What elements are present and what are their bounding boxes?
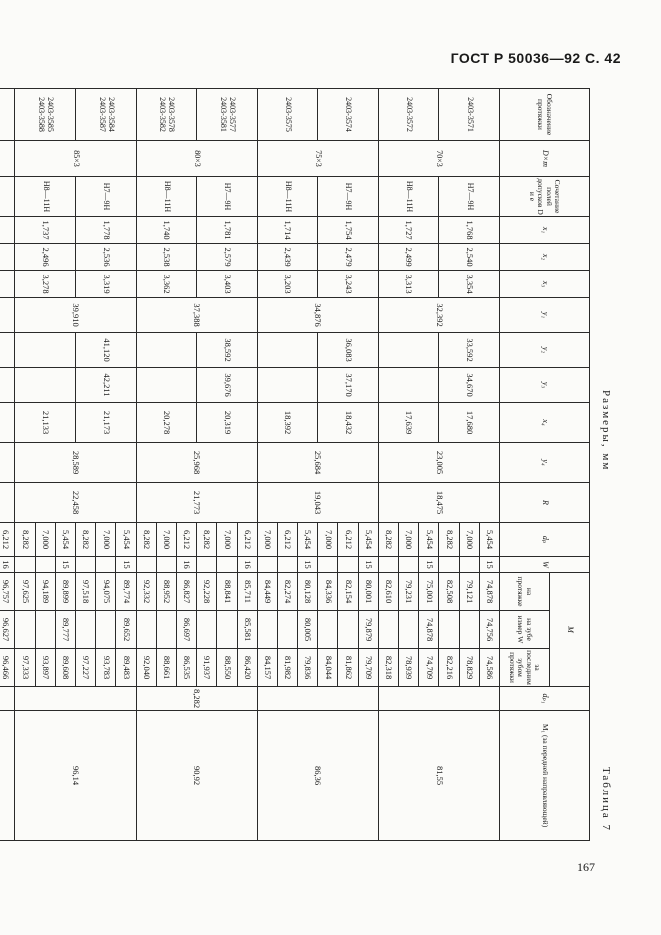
dp-cell: 8,282 <box>439 523 459 557</box>
m1-cell: 81,55 <box>378 711 499 841</box>
dimensions-table <box>0 88 590 841</box>
tolerance-cell: H8—11H <box>136 177 197 217</box>
y4-cell: 25,684 <box>257 443 378 483</box>
header-M-bench: на зубе измер W <box>500 611 550 649</box>
m-bench-cell: 85,581 <box>237 611 257 649</box>
header-designation: Обозначение протяжки <box>500 89 590 141</box>
m-after-cell: 79,836 <box>298 649 318 687</box>
m-after-cell: 84,157 <box>257 649 277 687</box>
x3-cell: 3,278 <box>15 271 76 298</box>
m-bench-cell: 79,879 <box>358 611 378 649</box>
m1-cell <box>0 711 15 841</box>
table-caption-row <box>590 90 620 836</box>
tolerance-cell: H7—9H <box>76 177 137 217</box>
y2-cell <box>0 333 15 368</box>
m-broach-cell: 82,154 <box>338 573 358 611</box>
x2-cell: 2,496 <box>15 244 76 271</box>
header-y1: y₁ <box>500 298 590 333</box>
m1-cell: 90,92 <box>136 711 257 841</box>
table-rotation-frame <box>0 88 620 840</box>
header-x2: x₂ <box>500 244 590 271</box>
y3-cell: 39,676 <box>197 368 258 403</box>
dp-cell: 5,454 <box>55 523 75 557</box>
dp-cell: 6,212 <box>177 523 197 557</box>
y3-cell: 37,170 <box>318 368 379 403</box>
m-broach-cell: 97,518 <box>76 573 96 611</box>
tolerance-cell <box>0 177 15 217</box>
w-cell <box>399 557 419 573</box>
x2-cell: 2,579 <box>197 244 258 271</box>
w-cell <box>378 557 398 573</box>
header-dp1: dₚ₁ <box>500 687 590 711</box>
m-broach-cell: 80,001 <box>358 573 378 611</box>
y3-cell <box>378 368 439 403</box>
x1-cell: 1,754 <box>318 217 379 244</box>
tolerance-cell: H7—9H <box>318 177 379 217</box>
dp-cell: 7,000 <box>459 523 479 557</box>
m-broach-cell: 88,952 <box>156 573 176 611</box>
m-bench-cell: 89,777 <box>55 611 75 649</box>
x1-cell: 1,781 <box>197 217 258 244</box>
y4-cell: 28,589 <box>15 443 136 483</box>
y1-cell <box>0 298 15 333</box>
designation-cell: 2403-3585 2403-3588 <box>15 89 76 141</box>
units-caption: Размеры, мм <box>600 390 612 472</box>
designation-cell: 2403-3572 <box>378 89 439 141</box>
m-after-cell: 82,216 <box>439 649 459 687</box>
x3-cell: 3,203 <box>257 271 318 298</box>
m-broach-cell: 88,841 <box>217 573 237 611</box>
tolerance-cell: H7—9H <box>197 177 258 217</box>
y4-cell: 23,005 <box>378 443 499 483</box>
table-row <box>0 89 15 841</box>
dp-cell: 6,212 <box>237 523 257 557</box>
m1-cell: 86,36 <box>257 711 378 841</box>
m-bench-cell: 86,697 <box>177 611 197 649</box>
w-cell: 15 <box>358 557 378 573</box>
dp-cell: 5,454 <box>116 523 136 557</box>
header-y4: y₄ <box>500 443 590 483</box>
w-cell: 15 <box>55 557 75 573</box>
r-cell <box>0 483 15 523</box>
dp-cell: 6,212 <box>0 523 15 557</box>
m-bench-cell <box>378 611 398 649</box>
x1-cell: 1,778 <box>76 217 137 244</box>
m-broach-cell: 92,332 <box>136 573 156 611</box>
m-after-cell: 97,227 <box>76 649 96 687</box>
x2-cell: 2,439 <box>257 244 318 271</box>
y4-cell <box>0 443 15 483</box>
m-bench-cell <box>197 611 217 649</box>
w-cell <box>439 557 459 573</box>
x3-cell <box>0 271 15 298</box>
m-bench-cell <box>318 611 338 649</box>
header-M-group: M <box>550 573 590 687</box>
dp-cell: 7,000 <box>399 523 419 557</box>
dp-cell: 7,000 <box>257 523 277 557</box>
x2-cell: 2,540 <box>439 244 500 271</box>
x1-cell: 1,740 <box>136 217 197 244</box>
m-after-cell: 79,709 <box>358 649 378 687</box>
dp1-cell <box>15 687 136 711</box>
x4-cell: 20,278 <box>136 403 197 443</box>
y3-cell <box>257 368 318 403</box>
m-bench-cell: 96,627 <box>0 611 15 649</box>
m-broach-cell: 86,827 <box>177 573 197 611</box>
x3-cell: 3,362 <box>136 271 197 298</box>
y1-cell: 34,876 <box>257 298 378 333</box>
x1-cell: 1,727 <box>378 217 439 244</box>
m-after-cell: 78,939 <box>399 649 419 687</box>
m-after-cell: 96,466 <box>0 649 15 687</box>
y1-cell: 37,388 <box>136 298 257 333</box>
dp1-cell <box>378 687 499 711</box>
m-broach-cell: 82,508 <box>439 573 459 611</box>
dp1-cell <box>0 687 15 711</box>
m-bench-cell <box>136 611 156 649</box>
dm-cell <box>0 141 15 177</box>
x4-cell: 17,680 <box>439 403 500 443</box>
m-broach-cell: 82,274 <box>277 573 297 611</box>
header-x3: x₃ <box>500 271 590 298</box>
m-bench-cell <box>399 611 419 649</box>
r-cell: 22,458 <box>15 483 136 523</box>
header-dp: dₚ <box>500 523 590 557</box>
m-bench-cell <box>217 611 237 649</box>
m-broach-cell: 89,899 <box>55 573 75 611</box>
table-number-caption: Таблица 7 <box>600 766 612 832</box>
dp-cell: 7,000 <box>318 523 338 557</box>
table-row <box>358 89 378 841</box>
m-after-cell: 93,897 <box>35 649 55 687</box>
table-row <box>237 89 257 841</box>
dp-cell: 8,282 <box>197 523 217 557</box>
w-cell: 15 <box>479 557 499 573</box>
y2-cell <box>257 333 318 368</box>
designation-cell <box>0 89 15 141</box>
m-after-cell: 74,709 <box>419 649 439 687</box>
m-bench-cell <box>338 611 358 649</box>
m-after-cell: 81,982 <box>277 649 297 687</box>
header-M-after: за последним зубом протяжки <box>500 649 550 687</box>
m-bench-cell <box>439 611 459 649</box>
w-cell <box>318 557 338 573</box>
m-after-cell: 86,535 <box>177 649 197 687</box>
m-broach-cell: 94,189 <box>35 573 55 611</box>
x2-cell: 2,479 <box>318 244 379 271</box>
page-header: ГОСТ Р 50036—92 С. 42 <box>450 50 621 66</box>
table-body <box>0 89 500 841</box>
dp-cell: 5,454 <box>479 523 499 557</box>
x1-cell: 1,714 <box>257 217 318 244</box>
header-x4: x₄ <box>500 403 590 443</box>
x2-cell: 2,536 <box>76 244 137 271</box>
x4-cell: 21,133 <box>15 403 76 443</box>
m-after-cell: 84,044 <box>318 649 338 687</box>
x4-cell: 20,319 <box>197 403 258 443</box>
dp-cell: 6,212 <box>338 523 358 557</box>
w-cell <box>156 557 176 573</box>
w-cell: 15 <box>298 557 318 573</box>
designation-cell: 2403-3577 2403-3581 <box>197 89 258 141</box>
designation-cell: 2403-3574 <box>318 89 379 141</box>
x2-cell: 2,538 <box>136 244 197 271</box>
y4-cell: 25,968 <box>136 443 257 483</box>
tolerance-cell: H8—11H <box>378 177 439 217</box>
header-M1: M₁ (за передней направляющей) <box>500 711 590 841</box>
m-after-cell: 93,783 <box>96 649 116 687</box>
w-cell: 16 <box>237 557 257 573</box>
m-broach-cell: 82,610 <box>378 573 398 611</box>
y1-cell: 32,392 <box>378 298 499 333</box>
w-cell <box>76 557 96 573</box>
m-bench-cell: 74,756 <box>479 611 499 649</box>
table-row <box>479 89 499 841</box>
m-bench-cell <box>76 611 96 649</box>
x3-cell: 3,313 <box>378 271 439 298</box>
m-bench-cell: 89,652 <box>116 611 136 649</box>
y3-cell: 34,670 <box>439 368 500 403</box>
designation-cell: 2403-3575 <box>257 89 318 141</box>
table-header-row-1 <box>550 89 590 841</box>
m-broach-cell: 85,711 <box>237 573 257 611</box>
w-cell: 15 <box>419 557 439 573</box>
dp1-cell: 8,282 <box>136 687 257 711</box>
y3-cell <box>0 368 15 403</box>
r-cell: 19,043 <box>257 483 378 523</box>
dp-cell: 8,282 <box>136 523 156 557</box>
x4-cell: 21,173 <box>76 403 137 443</box>
x4-cell: 17,639 <box>378 403 439 443</box>
dm-cell: 75×3 <box>257 141 378 177</box>
tolerance-cell: H7—9H <box>439 177 500 217</box>
w-cell <box>338 557 358 573</box>
m-bench-cell <box>96 611 116 649</box>
header-R: R <box>500 483 590 523</box>
m-broach-cell: 92,228 <box>197 573 217 611</box>
rotated-table-area <box>0 88 620 840</box>
m-after-cell: 86,420 <box>237 649 257 687</box>
m-bench-cell <box>277 611 297 649</box>
y2-cell <box>378 333 439 368</box>
m-broach-cell: 80,128 <box>298 573 318 611</box>
dp-cell: 5,454 <box>298 523 318 557</box>
m-broach-cell: 75,001 <box>419 573 439 611</box>
y2-cell: 38,592 <box>197 333 258 368</box>
dp-cell: 6,212 <box>277 523 297 557</box>
r-cell: 18,475 <box>378 483 499 523</box>
dp-cell: 5,454 <box>419 523 439 557</box>
m-broach-cell: 96,757 <box>0 573 15 611</box>
x2-cell <box>0 244 15 271</box>
m-bench-cell <box>459 611 479 649</box>
m-after-cell: 92,040 <box>136 649 156 687</box>
dm-cell: 85×3 <box>15 141 136 177</box>
m-broach-cell: 89,774 <box>116 573 136 611</box>
m-after-cell: 89,483 <box>116 649 136 687</box>
m1-cell: 96,14 <box>15 711 136 841</box>
w-cell: 16 <box>0 557 15 573</box>
m-broach-cell: 79,121 <box>459 573 479 611</box>
x3-cell: 3,403 <box>197 271 258 298</box>
y2-cell <box>136 333 197 368</box>
x3-cell: 3,354 <box>439 271 500 298</box>
y2-cell: 36,083 <box>318 333 379 368</box>
m-broach-cell: 94,075 <box>96 573 116 611</box>
w-cell <box>136 557 156 573</box>
m-after-cell: 91,937 <box>197 649 217 687</box>
designation-cell: 2403-3584 2403-3587 <box>76 89 137 141</box>
x4-cell <box>0 403 15 443</box>
dp-cell: 7,000 <box>217 523 237 557</box>
r-cell: 21,773 <box>136 483 257 523</box>
m-bench-cell: 74,878 <box>419 611 439 649</box>
y3-cell: 42,211 <box>76 368 137 403</box>
dp-cell: 8,282 <box>15 523 35 557</box>
m-bench-cell: 80,005 <box>298 611 318 649</box>
m-after-cell: 82,318 <box>378 649 398 687</box>
dp1-cell <box>257 687 378 711</box>
w-cell <box>257 557 277 573</box>
w-cell: 16 <box>177 557 197 573</box>
header-dm: D×m <box>500 141 590 177</box>
m-bench-cell <box>15 611 35 649</box>
w-cell: 15 <box>116 557 136 573</box>
y3-cell <box>15 368 76 403</box>
m-after-cell: 88,550 <box>217 649 237 687</box>
m-broach-cell: 74,878 <box>479 573 499 611</box>
dp-cell: 8,282 <box>76 523 96 557</box>
y3-cell <box>136 368 197 403</box>
y2-cell: 41,120 <box>76 333 137 368</box>
header-W: W <box>500 557 590 573</box>
m-bench-cell <box>35 611 55 649</box>
m-after-cell: 74,586 <box>479 649 499 687</box>
header-M-broach: на протяжке <box>500 573 550 611</box>
m-after-cell: 81,862 <box>338 649 358 687</box>
m-broach-cell: 79,231 <box>399 573 419 611</box>
dp-cell: 7,000 <box>35 523 55 557</box>
x4-cell: 18,392 <box>257 403 318 443</box>
x1-cell: 1,737 <box>15 217 76 244</box>
tolerance-cell: H8—11H <box>15 177 76 217</box>
x3-cell: 3,319 <box>76 271 137 298</box>
y2-cell <box>15 333 76 368</box>
x4-cell: 18,432 <box>318 403 379 443</box>
dp-cell: 7,000 <box>96 523 116 557</box>
dm-cell: 80×3 <box>136 141 257 177</box>
dp-cell: 8,282 <box>378 523 398 557</box>
w-cell <box>15 557 35 573</box>
x1-cell: 1,768 <box>439 217 500 244</box>
m-broach-cell: 97,625 <box>15 573 35 611</box>
x3-cell: 3,243 <box>318 271 379 298</box>
w-cell <box>96 557 116 573</box>
page-number: 167 <box>577 860 595 874</box>
w-cell <box>35 557 55 573</box>
w-cell <box>197 557 217 573</box>
header-tolerance: Сочетание полей допусков D и e <box>500 177 590 217</box>
m-after-cell: 89,608 <box>55 649 75 687</box>
m-broach-cell: 84,449 <box>257 573 277 611</box>
m-bench-cell <box>156 611 176 649</box>
y1-cell: 39,910 <box>15 298 136 333</box>
m-bench-cell <box>257 611 277 649</box>
w-cell <box>459 557 479 573</box>
table-row <box>116 89 136 841</box>
x2-cell: 2,499 <box>378 244 439 271</box>
tolerance-cell: H8—11H <box>257 177 318 217</box>
w-cell <box>217 557 237 573</box>
m-after-cell: 78,829 <box>459 649 479 687</box>
m-after-cell: 97,333 <box>15 649 35 687</box>
m-after-cell: 88,661 <box>156 649 176 687</box>
dp-cell: 5,454 <box>358 523 378 557</box>
dp-cell: 7,000 <box>156 523 176 557</box>
m-broach-cell: 84,336 <box>318 573 338 611</box>
designation-cell: 2403-3571 <box>439 89 500 141</box>
dm-cell: 70×3 <box>378 141 499 177</box>
header-y2: y₂ <box>500 333 590 368</box>
x1-cell <box>0 217 15 244</box>
w-cell <box>277 557 297 573</box>
designation-cell: 2403-3578 2403-3582 <box>136 89 197 141</box>
y2-cell: 33,592 <box>439 333 500 368</box>
header-x1: x₁ <box>500 217 590 244</box>
header-y3: y₃ <box>500 368 590 403</box>
